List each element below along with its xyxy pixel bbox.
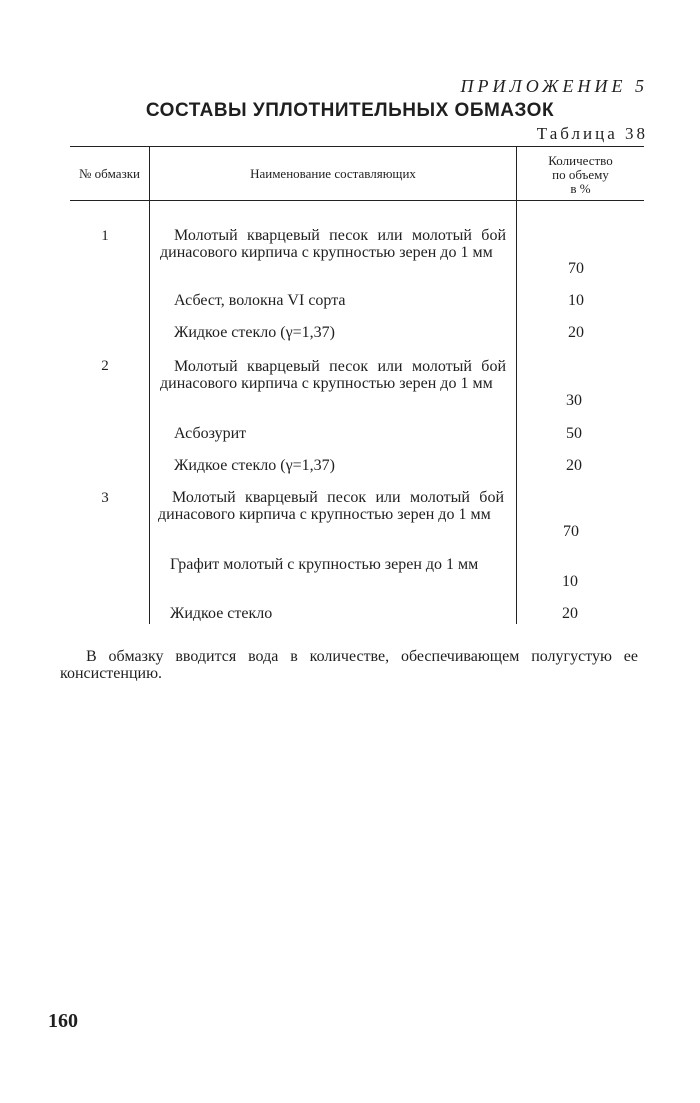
table-row-description: Молотый кварцевый песок или молотый бой динасового кирпича с крупностью зерен до 1 мм [160,358,506,392]
table-row-description: Молотый кварцевый песок или молотый бой динасового кирпича с крупностью зерен до 1 мм [158,489,504,523]
row-number: 2 [101,358,109,374]
table-row-quantity: 30 [566,392,582,409]
column-header-name: Наименование составляющих [250,166,416,181]
table-row-quantity: 70 [568,260,584,277]
page-number: 160 [48,1010,78,1032]
table-row-description: Асбест, волокна VI сорта [174,292,346,309]
column-header-quantity-line3: в % [570,181,591,196]
table-row-quantity: 20 [568,324,584,341]
row-number: 3 [101,490,109,506]
footnote-text: В обмазку вводится вода в количестве, обеспечивающем полугустую ее консистенцию. [60,648,638,682]
table-row-quantity: 50 [566,425,582,442]
column-header-quantity-line2: по объему [552,167,609,182]
table-row-description: Жидкое стекло (γ=1,37) [174,324,335,341]
table-label: Таблица 38 [536,124,648,143]
column-divider-right [516,146,517,624]
table-row-description: Жидкое стекло [170,605,273,622]
table-row-quantity: 10 [568,292,584,309]
row-number: 1 [101,228,109,244]
column-header-number: № обмазки [79,166,140,181]
table-top-rule [70,146,644,147]
appendix-label: ПРИЛОЖЕНИЕ 5 [460,76,648,96]
table-row-description: Молотый кварцевый песок или молотый бой динасового кирпича с крупностью зерен до 1 мм [160,227,506,261]
table-row-quantity: 70 [563,523,579,540]
table-row-quantity: 10 [562,573,578,590]
table-row-description: Графит молотый с крупностью зерен до 1 мм [170,556,479,573]
table-row-description: Асбозурит [174,425,247,442]
table-header-rule [70,200,644,201]
column-header-quantity-line1: Количество [548,153,613,168]
table-row-quantity: 20 [566,457,582,474]
table-row-description: Жидкое стекло (γ=1,37) [174,457,335,474]
table-row-quantity: 20 [562,605,578,622]
page-title: СОСТАВЫ УПЛОТНИТЕЛЬНЫХ ОБМАЗОК [145,100,555,121]
column-divider-left [149,146,150,624]
